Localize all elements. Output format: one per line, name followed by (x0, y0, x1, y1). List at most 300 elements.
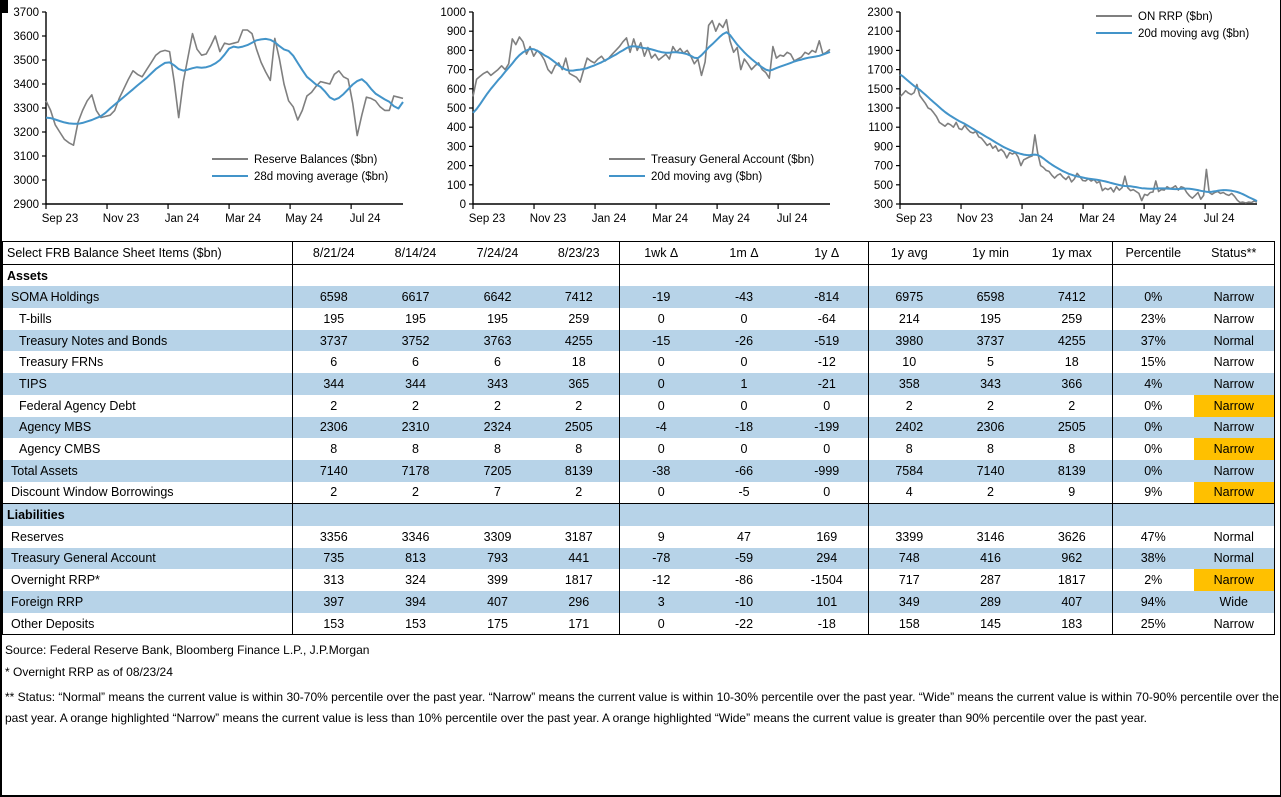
cell: 7178 (375, 460, 457, 482)
cell (950, 504, 1032, 526)
cell: 7 (494, 485, 501, 500)
cell: 343 (950, 373, 1032, 395)
cell: 18 (571, 355, 586, 370)
status-cell: Narrow (1213, 355, 1254, 370)
cell: 3737 (950, 330, 1032, 352)
cell: 153 (293, 613, 375, 635)
cell: 0 (740, 355, 748, 370)
status-cell: Narrow (1194, 417, 1275, 439)
cell: 397 (293, 591, 375, 613)
cell: 158 (869, 613, 950, 635)
table-row (3, 417, 1275, 439)
status-cell: Narrow (1194, 286, 1275, 308)
table-row (3, 438, 1275, 460)
cell: 9 (1068, 485, 1076, 500)
x-tick-label: Mar 24 (652, 213, 688, 225)
cell: -12 (817, 355, 836, 370)
status-cell: Narrow (1194, 373, 1275, 395)
frb-balance-sheet-table (2, 241, 1275, 635)
cell: 349 (869, 591, 950, 613)
column-header: Status** (1194, 242, 1275, 265)
table-row (3, 526, 1275, 548)
cell: 0 (740, 398, 748, 413)
column-header: 8/23/23 (539, 242, 620, 265)
cell: 0 (740, 311, 748, 326)
cell: 0 (620, 482, 703, 504)
table-row (3, 330, 1275, 352)
cell: 15% (1113, 351, 1194, 373)
cell: 7412 (539, 286, 620, 308)
y-tick-label: 1100 (868, 122, 893, 135)
cell: 0 (823, 398, 831, 413)
cell: 407 (457, 591, 539, 613)
cell: 171 (568, 616, 590, 631)
cell: 2 (987, 398, 994, 413)
x-tick-label: Jan 24 (164, 213, 200, 225)
cell: 9% (1113, 482, 1194, 504)
cell: 8 (869, 438, 950, 460)
cell: 6617 (375, 286, 457, 308)
cell: 441 (539, 548, 620, 570)
cell: 7205 (457, 460, 539, 482)
cell: 2306 (293, 417, 375, 439)
cell: 3146 (976, 529, 1005, 544)
row-label: Federal Agency Debt (19, 398, 136, 413)
y-tick-label: 2300 (867, 7, 893, 19)
y-tick-label: 400 (446, 122, 466, 135)
cell: 2 (869, 395, 950, 417)
status-definition-note: ** Status: “Normal” means the current value is within 30-70% percentile over the past year. “Narrow” means the current value is within 10-30% percentile over the past year. “Wide” means the current value is within 70-90% percentile over the past year. A orange highlighted “Narrow” means the current value is less than 10% percentile over the past year. A orange highlighted “Wide” means the current value is greater than 90% percentile over the past year. (5, 690, 1279, 726)
cell: 259 (1061, 311, 1083, 326)
cell: 2306 (950, 417, 1032, 439)
cell: 3309 (483, 529, 512, 544)
x-tick-label: May 24 (1139, 213, 1177, 225)
cell: 0 (620, 373, 703, 395)
cell: 3737 (293, 330, 375, 352)
y-tick-label: 3300 (13, 103, 39, 115)
y-tick-label: 200 (446, 160, 466, 173)
row-label: Total Assets (3, 460, 293, 482)
row-label: Overnight RRP* (11, 573, 100, 588)
cell: -18 (817, 616, 836, 631)
y-tick-label: 700 (873, 160, 893, 173)
cell: 344 (375, 373, 457, 395)
cell (293, 504, 375, 526)
cell: 2 (575, 485, 583, 500)
cell: 289 (950, 591, 1032, 613)
cell: 0 (823, 442, 831, 457)
series-line (473, 20, 830, 97)
row-label: TIPS (3, 373, 293, 395)
cell: -26 (703, 330, 786, 352)
cell: 6598 (293, 286, 375, 308)
cell: 399 (487, 573, 508, 588)
table-row (3, 613, 1275, 635)
cell: 0% (1113, 460, 1194, 482)
status-cell (1194, 264, 1275, 286)
cell: 0% (1113, 395, 1194, 417)
cell: 38% (1113, 548, 1194, 570)
column-header: 1y max (1032, 242, 1113, 265)
cell: 23% (1113, 308, 1194, 330)
legend-label: Treasury General Account ($bn) (651, 154, 815, 166)
row-label: Foreign RRP (3, 591, 293, 613)
column-header: 1y Δ (786, 242, 869, 265)
cell (620, 504, 703, 526)
cell: 6 (412, 355, 419, 370)
screen-artifact-mark (2, 0, 8, 13)
cell: 3980 (869, 330, 950, 352)
cell: 3763 (457, 330, 539, 352)
cell: 0% (1113, 417, 1194, 439)
y-tick-label: 1700 (867, 64, 893, 77)
x-tick-label: Sep 23 (41, 213, 79, 225)
cell: -519 (786, 330, 869, 352)
cell: -66 (703, 460, 786, 482)
cell: 5 (987, 355, 994, 370)
cell: 296 (539, 591, 620, 613)
cell (293, 264, 375, 286)
cell: -199 (786, 417, 869, 439)
cell: 1817 (1057, 573, 1086, 588)
legend-label: 20d moving avg ($bn) (651, 171, 763, 183)
cell: -4 (620, 417, 703, 439)
status-cell: Narrow (1213, 311, 1254, 326)
y-tick-label: 3200 (13, 127, 39, 139)
row-label: Liabilities (3, 504, 293, 526)
cell: 8 (575, 442, 583, 457)
cell: 6975 (869, 286, 950, 308)
cell: 3356 (293, 526, 375, 548)
cell: 8139 (539, 460, 620, 482)
asterisk-note: * Overnight RRP as of 08/23/24 (5, 665, 173, 680)
cell: 183 (1061, 616, 1083, 631)
series-line (900, 74, 1257, 201)
cell: 735 (293, 548, 375, 570)
chart-treasury-general-account-svg (429, 0, 856, 236)
x-tick-label: Sep 23 (468, 213, 506, 225)
cell: 6642 (457, 286, 539, 308)
cell: 1 (703, 373, 786, 395)
row-label: Discount Window Borrowings (11, 485, 174, 500)
chart-on-rrp (856, 0, 1281, 236)
cell: 7584 (869, 460, 950, 482)
status-cell: Wide (1194, 591, 1275, 613)
cell: 717 (869, 569, 950, 591)
cell: 2 (575, 398, 583, 413)
cell: 6 (293, 351, 375, 373)
y-tick-label: 1000 (440, 7, 466, 19)
x-tick-label: Sep 23 (895, 213, 933, 225)
status-cell: Narrow (1194, 395, 1275, 417)
column-header: 8/21/24 (293, 242, 375, 265)
cell: 962 (1032, 548, 1113, 570)
row-label: Agency CMBS (19, 442, 101, 457)
y-tick-label: 2100 (867, 26, 893, 39)
footnotes (2, 643, 1280, 729)
row-label: SOMA Holdings (3, 286, 293, 308)
cell: 195 (487, 311, 508, 326)
y-tick-label: 300 (873, 199, 893, 211)
column-header: 1y avg (869, 242, 950, 265)
cell: 0 (620, 438, 703, 460)
cell: 4% (1113, 373, 1194, 395)
y-tick-label: 3400 (13, 79, 39, 91)
chart-on-rrp-svg (856, 0, 1281, 236)
table-row (3, 373, 1275, 395)
x-tick-label: Mar 24 (1079, 213, 1115, 225)
section-row (3, 264, 1275, 286)
y-tick-label: 800 (446, 45, 466, 58)
y-tick-label: 3000 (13, 175, 39, 187)
legend-label: Reserve Balances ($bn) (254, 154, 378, 166)
cell: 0 (620, 395, 703, 417)
status-cell: Normal (1194, 330, 1275, 352)
row-label: Treasury Notes and Bonds (3, 330, 293, 352)
cell: 324 (405, 573, 426, 588)
cell: 8 (293, 438, 375, 460)
cell: 365 (539, 373, 620, 395)
cell (869, 264, 950, 286)
cell: 407 (1032, 591, 1113, 613)
cell: -1504 (810, 573, 843, 588)
cell: 9 (620, 526, 703, 548)
cell: 2 (412, 398, 419, 413)
cell: -814 (786, 286, 869, 308)
y-tick-label: 1500 (867, 83, 893, 96)
cell: -18 (703, 417, 786, 439)
table-row (3, 591, 1275, 613)
source-note: Source: Federal Reserve Bank, Bloomberg Finance L.P., J.P.Morgan (5, 643, 370, 658)
cell: 416 (950, 548, 1032, 570)
cell: 8 (494, 442, 501, 457)
x-tick-label: Mar 24 (225, 213, 261, 225)
cell: 8 (987, 442, 994, 457)
status-cell: Normal (1213, 529, 1254, 544)
x-tick-label: Jul 24 (349, 213, 381, 225)
cell: -21 (786, 373, 869, 395)
y-tick-label: 1300 (867, 103, 893, 115)
cell: -38 (620, 460, 703, 482)
cell: 748 (869, 548, 950, 570)
cell: 2 (987, 485, 994, 500)
cell: 2 (293, 395, 375, 417)
status-cell: Normal (1194, 548, 1275, 570)
cell: 343 (457, 373, 539, 395)
section-row (3, 504, 1275, 526)
cell (457, 504, 539, 526)
status-cell (1194, 504, 1275, 526)
cell: 2402 (869, 417, 950, 439)
cell (375, 504, 457, 526)
y-tick-label: 0 (459, 199, 466, 211)
cell: -999 (786, 460, 869, 482)
cell: 195 (405, 311, 426, 326)
cell: 8 (412, 442, 419, 457)
status-cell: Narrow (1194, 569, 1275, 591)
cell: 0 (823, 485, 831, 500)
cell: 195 (980, 311, 1001, 326)
status-cell: Narrow (1194, 460, 1275, 482)
cell: 793 (457, 548, 539, 570)
cell (1032, 264, 1113, 286)
table-header-row (3, 242, 1275, 265)
cell: 2 (412, 485, 419, 500)
cell: 0 (740, 442, 748, 457)
x-tick-label: May 24 (285, 213, 323, 225)
cell: 169 (816, 529, 838, 544)
cell (539, 264, 620, 286)
row-label: T-bills (19, 311, 52, 326)
cell (703, 264, 786, 286)
cell: 47 (737, 529, 751, 544)
charts-row (2, 0, 1281, 236)
row-label: Other Deposits (11, 616, 95, 631)
row-label: Treasury General Account (3, 548, 293, 570)
row-label: Treasury FRNs (19, 355, 104, 370)
cell: 366 (1032, 373, 1113, 395)
cell: 2310 (375, 417, 457, 439)
x-tick-label: Jul 24 (776, 213, 808, 225)
cell: 8 (1068, 442, 1076, 457)
y-tick-label: 500 (446, 103, 466, 115)
cell: 3187 (564, 529, 593, 544)
cell: 4255 (1032, 330, 1113, 352)
x-tick-label: Jul 24 (1203, 213, 1235, 225)
table-row (3, 569, 1275, 591)
table-row (3, 548, 1275, 570)
cell: -12 (620, 569, 703, 591)
y-tick-label: 2900 (13, 199, 39, 211)
cell: 3 (620, 591, 703, 613)
y-tick-label: 3600 (13, 31, 39, 43)
cell: -59 (703, 548, 786, 570)
cell: -5 (738, 485, 750, 500)
cell: -43 (703, 286, 786, 308)
cell: 344 (293, 373, 375, 395)
balance-sheet-table-wrap (2, 241, 1280, 635)
cell: 2505 (539, 417, 620, 439)
cell: -22 (734, 616, 754, 631)
y-tick-label: 100 (446, 179, 466, 192)
cell: 0 (620, 613, 703, 635)
cell: 4255 (539, 330, 620, 352)
cell: 2 (1068, 398, 1076, 413)
table-row (3, 482, 1275, 504)
cell: 7412 (1032, 286, 1113, 308)
cell: 4 (869, 482, 950, 504)
table-row (3, 308, 1275, 330)
cell: 287 (980, 573, 1001, 588)
cell: 6 (494, 355, 501, 370)
cell: 3399 (869, 526, 950, 548)
cell: 259 (568, 311, 590, 326)
cell: 0 (620, 351, 703, 373)
cell: 10 (869, 351, 950, 373)
x-tick-label: Nov 23 (102, 213, 140, 225)
cell: 8139 (1032, 460, 1113, 482)
cell: 195 (293, 308, 375, 330)
cell: -15 (620, 330, 703, 352)
table-row (3, 460, 1275, 482)
table-row (3, 395, 1275, 417)
legend-label: 28d moving average ($bn) (254, 171, 389, 183)
cell (869, 504, 950, 526)
cell: 18 (1064, 355, 1079, 370)
column-header: Percentile (1113, 242, 1194, 265)
x-tick-label: Jan 24 (1018, 213, 1054, 225)
cell (375, 264, 457, 286)
y-tick-label: 900 (873, 141, 893, 154)
chart-reserve-balances-svg (2, 0, 429, 236)
cell (703, 504, 786, 526)
cell: 214 (869, 308, 950, 330)
cell: 3626 (1057, 529, 1086, 544)
y-tick-label: 1900 (867, 45, 893, 58)
cell: 394 (375, 591, 457, 613)
status-cell: Narrow (1213, 616, 1254, 631)
table-row (3, 351, 1275, 373)
column-header: 1wk Δ (620, 242, 703, 265)
cell: 358 (869, 373, 950, 395)
y-tick-label: 3500 (13, 55, 39, 67)
cell (1113, 504, 1194, 526)
y-tick-label: 700 (446, 64, 466, 77)
y-tick-label: 3700 (13, 7, 39, 19)
cell (950, 264, 1032, 286)
y-tick-label: 600 (446, 83, 466, 96)
legend-label: ON RRP ($bn) (1138, 11, 1213, 23)
column-header: 1m Δ (703, 242, 786, 265)
cell: -19 (620, 286, 703, 308)
cell: 0% (1113, 438, 1194, 460)
cell: -86 (734, 573, 754, 588)
cell: -78 (620, 548, 703, 570)
y-tick-label: 900 (446, 26, 466, 39)
row-label: Reserves (11, 529, 64, 544)
cell: 7140 (293, 460, 375, 482)
x-tick-label: Jan 24 (591, 213, 627, 225)
cell: 101 (786, 591, 869, 613)
cell: 175 (487, 616, 508, 631)
cell: 153 (405, 616, 426, 631)
cell: 2324 (457, 417, 539, 439)
cell: -64 (817, 311, 836, 326)
row-label: Agency MBS (3, 417, 293, 439)
cell: 7140 (950, 460, 1032, 482)
cell: 6598 (950, 286, 1032, 308)
cell: 2 (494, 398, 501, 413)
cell: 37% (1113, 330, 1194, 352)
cell: 313 (293, 569, 375, 591)
cell (786, 504, 869, 526)
cell: 2505 (1032, 417, 1113, 439)
y-tick-label: 3100 (13, 151, 39, 163)
cell: 0 (620, 308, 703, 330)
column-header: 8/14/24 (375, 242, 457, 265)
chart-reserve-balances (2, 0, 429, 236)
status-cell: Narrow (1194, 438, 1275, 460)
cell: 1817 (564, 573, 593, 588)
legend-label: 20d moving avg ($bn) (1138, 28, 1250, 40)
cell: -10 (703, 591, 786, 613)
cell (539, 504, 620, 526)
cell: 47% (1113, 526, 1194, 548)
y-tick-label: 500 (873, 179, 893, 192)
x-tick-label: Nov 23 (529, 213, 567, 225)
header-items-label: Select FRB Balance Sheet Items ($bn) (3, 242, 293, 265)
cell: 2 (293, 482, 375, 504)
